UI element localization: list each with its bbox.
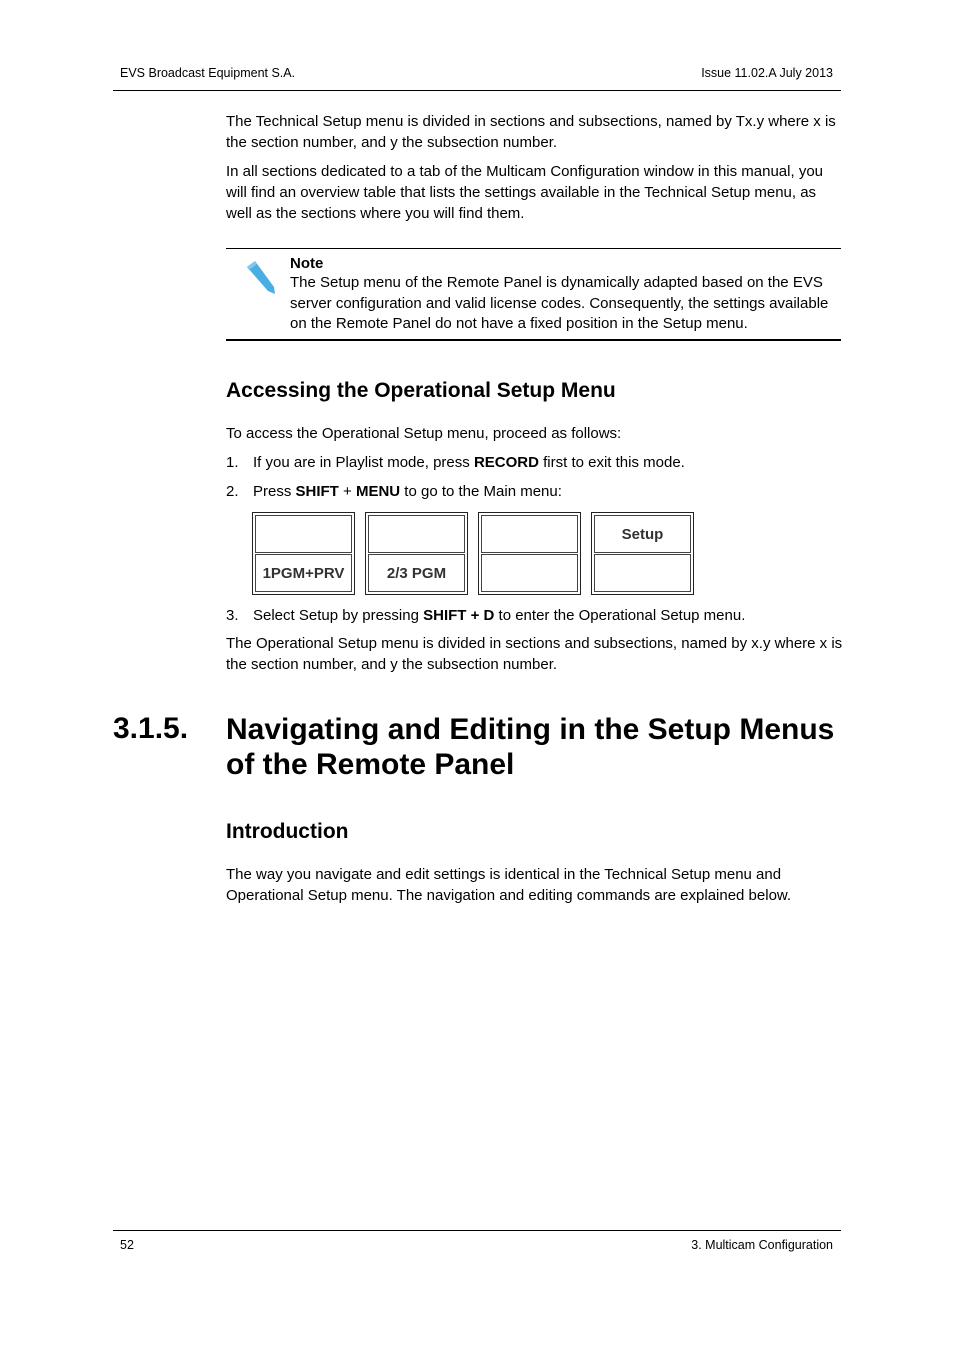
main-menu-key-panel [252, 512, 696, 596]
footer-rule [113, 1230, 841, 1231]
introduction-text: The way you navigate and edit settings is identical in the Technical Setup menu and Operational Setup menu. The navigation and editing commands are explained below. [226, 866, 792, 904]
header-issue: Issue 11.02.A July 2013 [701, 66, 833, 80]
section-heading-introduction: Introduction [226, 820, 349, 843]
menu-key: MENU [355, 483, 401, 500]
note-title: Note [290, 255, 324, 272]
step-2-number: 2. [226, 483, 239, 500]
step-1: 1. If you are in Playlist mode, press RECORD first to exit this mode. [226, 454, 685, 471]
step-2: 2. Press SHIFT + MENU to go to the Main menu: [226, 483, 562, 500]
access-lead: To access the Operational Setup menu, proceed as follows: [226, 425, 622, 442]
chapter-number: 3.1.5. [113, 712, 189, 745]
access-closing: The Operational Setup menu is divided in sections and subsections, named by x.y where x is the section number, and y the subsection number. [226, 635, 843, 673]
header-rule [113, 90, 841, 91]
step-3: 3. Select Setup by pressing SHIFT + D to enter the Operational Setup menu. [226, 607, 746, 624]
page-number: 52 [120, 1238, 134, 1252]
note-body [290, 254, 840, 335]
intro-paragraph-2: In all sections dedicated to a tab of the Multicam Configuration window in this manual, you will find an overview table that lists the settings available in the Technical Setup menu, as well as the sections where you will find them. [226, 163, 823, 222]
menu-key-d [591, 512, 694, 595]
menu-key-c [478, 512, 581, 595]
step-1-number: 1. [226, 454, 239, 471]
step-3-number: 3. [226, 607, 239, 624]
shift-key: SHIFT [295, 483, 339, 500]
record-key: RECORD [473, 454, 539, 471]
intro-paragraph-1: The Technical Setup menu is divided in sections and subsections, named by Tx.y where x is the section number, and y the subsection number. [226, 113, 836, 151]
shift-d-key: SHIFT + D [423, 607, 495, 624]
header-company: EVS Broadcast Equipment S.A. [120, 66, 296, 80]
note-text: The Setup menu of the Remote Panel is dynamically adapted based on the EVS server configuration and valid license codes. Consequently, the settings available on the Remote Panel do not have a fixed position in the Setup menu. [290, 274, 829, 333]
intro-text [226, 112, 844, 225]
section-heading-access: Accessing the Operational Setup Menu [226, 379, 616, 402]
pencil-icon [243, 257, 277, 295]
menu-key-a [252, 512, 355, 595]
footer-section: 3. Multicam Configuration [691, 1238, 833, 1252]
key-label-2-3-pgm: 2/3 PGM [368, 554, 465, 592]
menu-key-b [365, 512, 468, 595]
note-box [226, 248, 841, 341]
key-label-setup: Setup [594, 515, 691, 553]
key-label-1pgm-prv: 1PGM+PRV [255, 554, 352, 592]
chapter-title: Navigating and Editing in the Setup Menus of the Remote Panel [226, 713, 835, 781]
